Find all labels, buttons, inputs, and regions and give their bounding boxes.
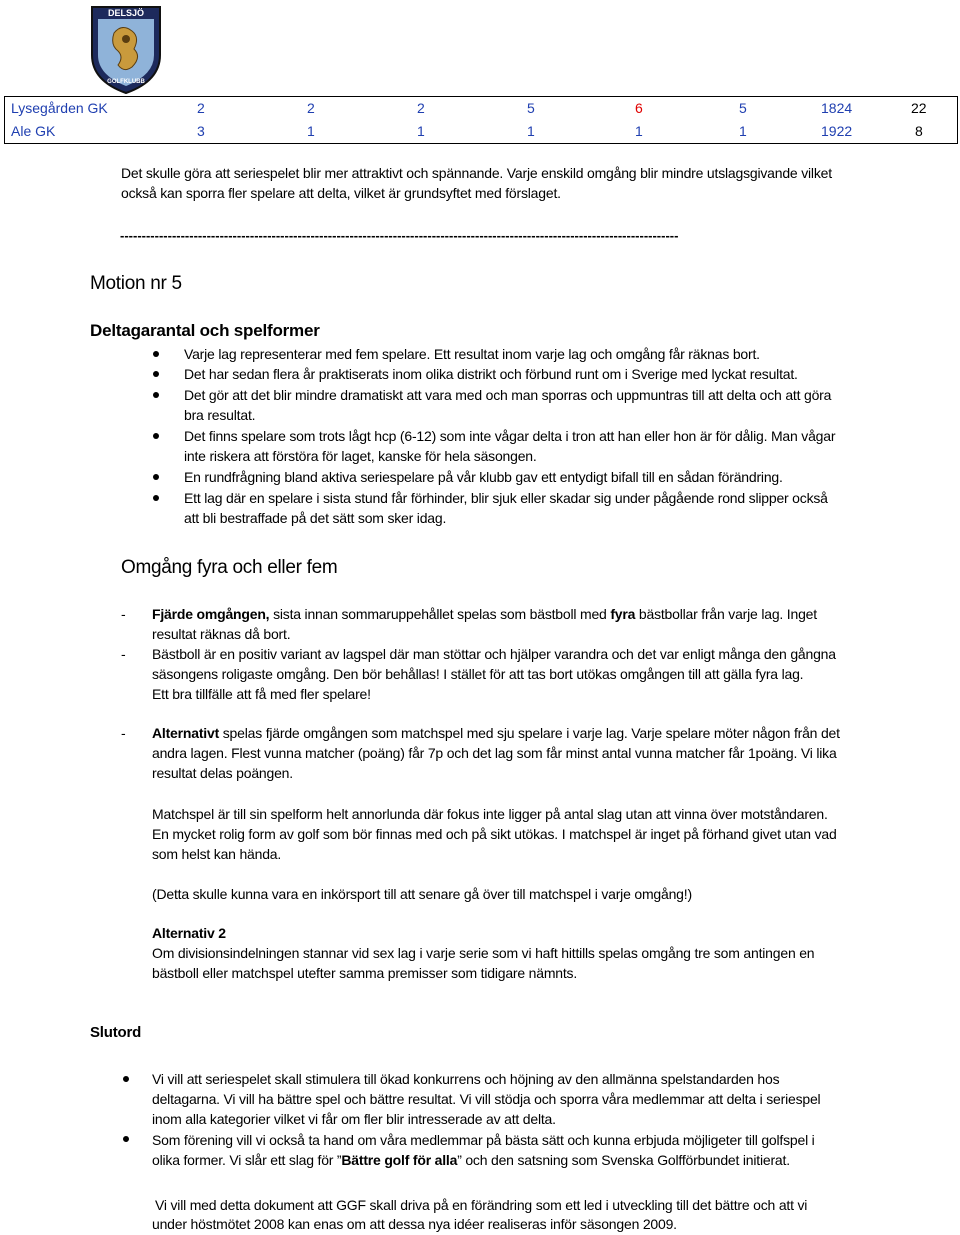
- intro-line: också kan sporra fler spelare att delta, vilket är grundsyftet med förslaget.: [121, 185, 561, 201]
- list-item-text: Varje lag representerar med fem spelare. Ett resultat inom varje lag och omgång får räknas bort.: [184, 346, 760, 362]
- paragraph-line: Vi vill att seriespelet skall stimulera till ökad konkurrens och höjning av den allmänna spelstandarden hos: [152, 1071, 780, 1087]
- paragraph-line: Matchspel är till sin spelform helt annorlunda där fokus inte ligger på antal slag utan att vinna över motståndaren.: [152, 806, 828, 822]
- text-span: olika former. Vi slår ett slag för ”: [152, 1152, 342, 1168]
- table-row: [5, 97, 957, 119]
- motion-title: Motion nr 5: [90, 273, 182, 294]
- table-cell-total: 1824: [821, 100, 853, 116]
- text-span: ” och den satsning som Svenska Golfförbundet initierat.: [457, 1152, 790, 1168]
- table-cell: 1: [527, 123, 535, 139]
- list-item: [150, 426, 940, 467]
- text-span: sista innan sommaruppehållet spelas som bästboll med: [269, 606, 611, 622]
- section-heading: Deltagarantal och spelformer: [90, 321, 320, 340]
- subheading: Alternativ 2: [152, 925, 226, 941]
- logo-bottom-text: GOLFKLUBB: [107, 79, 145, 85]
- table-row: [5, 120, 957, 142]
- list-item-text: Ett lag där en spelare i sista stund får förhinder, blir sjuk eller skadar sig under pågående rond slipper också: [184, 490, 828, 506]
- paragraph-line: (Detta skulle kunna vara en inkörsport till att senare gå över till matchspel i varje omgång!): [152, 886, 692, 902]
- paragraph-line: Bästboll är en positiv variant av lagspel där man stöttar och hjälper varandra och det var enligt många den gångna: [152, 646, 836, 662]
- table-cell: 1: [307, 123, 315, 139]
- separator-line: ---------------------------------------------------------------------------------------------------------------------------------: [120, 228, 679, 243]
- table-cell-points: 22: [911, 100, 927, 116]
- dash-mark: -: [121, 725, 126, 741]
- paragraph-line: säsongens roligaste omgång. Den bör behållas! I stället för att tas bort utökas omgången till att gälla fyra lag.: [152, 666, 804, 682]
- paragraph-line: bästboll eller matchspel utefter samma premisser som tidigare nämnts.: [152, 965, 578, 981]
- bullet-list: [150, 344, 940, 529]
- bullet-icon: [153, 474, 159, 480]
- paragraph-line: [152, 1150, 790, 1170]
- team-name: Ale GK: [11, 123, 56, 139]
- bold-text: Fjärde omgången,: [152, 606, 270, 622]
- list-item-text: En rundfrågning bland aktiva seriespelare på vår klubb gav ett entydigt bifall till en sådan förändring.: [184, 469, 783, 485]
- paragraph-line: deltagarna. Vi vill ha bättre spel och bättre resultat. Vi vill stödja och sporra våra medlemmar att delta i seriespel: [152, 1091, 821, 1107]
- list-item-text: Det gör att det blir mindre dramatiskt att vara med och man sporras och uppmuntras till att delta och att göra: [184, 387, 832, 403]
- paragraph-line: [152, 604, 817, 624]
- table-cell: 1: [417, 123, 425, 139]
- paragraph-line: En mycket rolig form av golf som bör finnas med och på sikt utökas. I matchspel är inget på förhand givet utan vad: [152, 826, 837, 842]
- table-cell: 2: [197, 100, 205, 116]
- table-cell: 2: [307, 100, 315, 116]
- table-cell-points: 8: [915, 123, 923, 139]
- paragraph-line: Om divisionsindelningen stannar vid sex lag i varje serie som vi haft hittills spelas omgång tre som antingen en: [152, 945, 815, 961]
- list-item: [150, 344, 940, 364]
- bullet-icon: [153, 433, 159, 439]
- list-item: [150, 364, 940, 385]
- bullet-icon: [153, 351, 159, 357]
- dash-mark: -: [121, 606, 126, 622]
- club-logo: [88, 3, 164, 95]
- table-cell: 5: [739, 100, 747, 116]
- results-table: [4, 96, 958, 144]
- table-cell: 3: [197, 123, 205, 139]
- paragraph-line: Som förening vill vi också ta hand om våra medlemmar på bästa sätt och kunna erbjuda möjligeter till golfspel i: [152, 1132, 815, 1148]
- paragraph-line: [152, 723, 840, 743]
- bold-text: Bättre golf för alla: [341, 1152, 458, 1168]
- intro-line: Det skulle göra att seriespelet blir mer attraktivt och spännande. Varje enskild omgång blir mindre utslagsgivande vilket: [121, 165, 832, 181]
- list-item: [150, 488, 940, 529]
- table-cell-total: 1922: [821, 123, 853, 139]
- dash-mark: -: [121, 646, 126, 662]
- list-item-text: att bli bestraffade på det sätt som sker idag.: [184, 510, 447, 526]
- text-span: spelas fjärde omgången som matchspel med sju spelare i varje lag. Varje spelare möter någon från det: [219, 725, 840, 741]
- paragraph-line: som helst kan hända.: [152, 846, 282, 862]
- bullet-icon: [123, 1136, 129, 1142]
- bold-text: Alternativt: [152, 725, 220, 741]
- bullet-icon: [153, 495, 159, 501]
- logo-top-text: DELSJÖ: [107, 8, 145, 18]
- paragraph-line: under höstmötet 2008 kan enas om att dessa nya idéer realiseras inför säsongen 2009.: [152, 1216, 677, 1232]
- table-cell: 1: [635, 123, 643, 139]
- bullet-icon: [153, 371, 159, 377]
- section-heading: Slutord: [90, 1024, 142, 1041]
- table-cell: 1: [739, 123, 747, 139]
- list-item-text: Det har sedan flera år praktiserats inom olika distrikt och förbund runt om i Sverige med lyckat resultat.: [184, 366, 798, 382]
- team-name: Lysegården GK: [11, 100, 108, 116]
- paragraph-line: andra lagen. Flest vunna matcher (poäng) får 7p och det lag som får minst antal vunna matcher får 1poäng. Vi lika: [152, 745, 837, 761]
- list-item: [150, 385, 940, 426]
- paragraph-line: resultat räknas då bort.: [152, 626, 291, 642]
- bullet-icon: [153, 392, 159, 398]
- table-cell: 5: [527, 100, 535, 116]
- section-heading: Omgång fyra och eller fem: [121, 557, 338, 578]
- list-item: [150, 467, 940, 488]
- list-item-text: inte riskera att förstöra för laget, kanske för hela säsongen.: [184, 448, 537, 464]
- paragraph-line: inom alla kategorier vilket vi får om fler blir intresserade av att delta.: [152, 1111, 556, 1127]
- paragraph-line: Ett bra tillfälle att få med fler spelare!: [152, 686, 371, 702]
- text-span: bästbollar från varje lag. Inget: [635, 606, 817, 622]
- table-cell: 6: [635, 100, 643, 116]
- list-item-text: bra resultat.: [184, 407, 256, 423]
- paragraph-line: Vi vill med detta dokument att GGF skall driva på en förändring som ett led i utveckling till det bättre och att vi: [155, 1197, 808, 1213]
- paragraph-line: resultat delas poängen.: [152, 765, 293, 781]
- bold-text: fyra: [610, 606, 636, 622]
- list-item-text: Det finns spelare som trots lågt hcp (6-12) som inte vågar delta i tron att han eller hon är för dålig. Man vågar: [184, 428, 836, 444]
- bullet-icon: [123, 1076, 129, 1082]
- table-cell: 2: [417, 100, 425, 116]
